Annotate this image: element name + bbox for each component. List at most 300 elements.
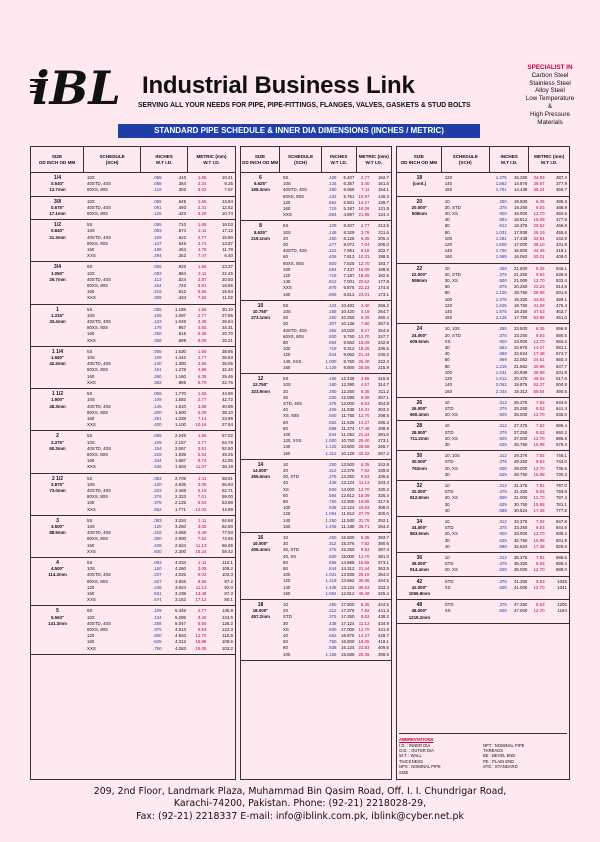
size-cell bbox=[397, 400, 442, 419]
id-mm-cell: 685.8 bbox=[555, 435, 567, 441]
wt-inch-cell: .083 bbox=[153, 517, 162, 523]
wt-mm-cell: 33.32 bbox=[358, 450, 370, 456]
schedule-cell: 140, XXS bbox=[283, 358, 302, 364]
wt-inch-cell: 1.375 bbox=[495, 175, 507, 180]
nominal-size: 1/2 bbox=[54, 222, 61, 229]
schedule-cell: XXS bbox=[87, 337, 96, 343]
id-inch-cell: 3.826 bbox=[175, 578, 187, 584]
wt-inch-cell: .109 bbox=[153, 397, 162, 403]
schedule-cell: 40STD, 40S bbox=[87, 403, 111, 409]
schedule-cell: STD bbox=[283, 614, 292, 620]
schedule-cell: 40STD, 40S bbox=[87, 361, 111, 367]
od-mm: 660.4mm bbox=[409, 412, 429, 418]
size-cell bbox=[397, 602, 442, 621]
od-mm: 219.1mm bbox=[251, 235, 270, 241]
id-mm-cell: 215.9 bbox=[377, 364, 389, 370]
size-group bbox=[241, 301, 391, 374]
id-mm-cell: 1194 bbox=[557, 608, 567, 614]
wt-mm-cell: 14.27 bbox=[533, 345, 545, 351]
id-inch-cell: 16.500 bbox=[513, 248, 528, 254]
wt-mm-cell: 19.05 bbox=[358, 639, 370, 645]
wt-inch-cell: .119 bbox=[153, 187, 162, 193]
wt-mm-cell: 1.65 bbox=[197, 391, 207, 397]
schedule-cell: 40STD, 40S bbox=[87, 620, 111, 626]
id-mm-cell: 230.2 bbox=[377, 352, 389, 358]
size-cell bbox=[31, 349, 84, 386]
schedule-cell: 80XS, 80S bbox=[283, 260, 304, 266]
schedule-cell: 30 bbox=[444, 441, 450, 447]
schedule-cell: 30 bbox=[444, 471, 450, 477]
wt-inch-cell: .938 bbox=[327, 645, 337, 651]
abbreviation: STD : STANDARD bbox=[483, 764, 518, 770]
schedule-cell: STD bbox=[444, 561, 454, 567]
wt-inch-cell: .382 bbox=[153, 379, 162, 385]
id-inch-cell: 18.250 bbox=[513, 309, 528, 315]
wt-mm-cell: 5.54 bbox=[197, 451, 207, 457]
size-group bbox=[397, 600, 569, 624]
wt-mm-cell: 7.92 bbox=[536, 482, 545, 488]
abbreviation: O.D. : OUTER DIA bbox=[399, 747, 434, 753]
wt-inch-cell: .250 bbox=[327, 602, 337, 607]
id-mm-cell: 342.9 bbox=[377, 461, 389, 467]
metric-subheaders bbox=[357, 160, 392, 166]
id-inch-cell: 1.278 bbox=[175, 367, 187, 373]
wt-inch-cell: .625 bbox=[498, 471, 507, 477]
schedule-cell: 60XS, 80S bbox=[283, 333, 304, 339]
od-inch: 10.750" bbox=[252, 309, 269, 315]
wt-mm-cell: 2.77 bbox=[197, 608, 207, 614]
wt-mm-cell: 2.77 bbox=[360, 223, 370, 229]
wt-inch-cell: .750 bbox=[153, 645, 162, 651]
wt-mm-cell: 24.61 bbox=[533, 357, 545, 363]
wt-inch-cell: .322 bbox=[327, 248, 337, 254]
nominal-size: 5 bbox=[56, 608, 59, 615]
wt-mm-cell: 3.96 bbox=[360, 376, 370, 382]
id-inch-cell: 22.624 bbox=[513, 351, 528, 357]
od-inch: 36.000" bbox=[411, 561, 428, 567]
schedule-rows bbox=[442, 400, 569, 419]
schedule-rows bbox=[84, 560, 235, 603]
od-mm: 26.7mm bbox=[49, 276, 66, 282]
id-mm-cell: 531.8 bbox=[555, 369, 567, 375]
wt-mm-cell: 9.53 bbox=[360, 400, 370, 406]
size-cell bbox=[241, 376, 280, 457]
wt-inch-cell: .625 bbox=[498, 441, 507, 447]
id-inch-cell: 25.000 bbox=[513, 412, 528, 418]
od-mm: 406.4mm bbox=[251, 547, 270, 553]
schedule-rows bbox=[442, 579, 569, 598]
id-inch-cell: 12.812 bbox=[341, 590, 355, 596]
od-inch: 0.675" bbox=[50, 204, 65, 210]
id-mm-cell: 82.80 bbox=[221, 523, 233, 529]
metric-header bbox=[188, 147, 235, 172]
schedule-cell: 160 bbox=[283, 523, 291, 529]
schedule-cell: 40STD, 40S bbox=[283, 327, 307, 333]
id-mm-cell: 26.64 bbox=[221, 319, 233, 325]
id-inch-cell: 15.250 bbox=[341, 547, 355, 553]
nominal-size: 24 bbox=[416, 326, 423, 333]
wt-mm-cell: 59.54 bbox=[533, 388, 545, 394]
schedule-cell: 120 bbox=[87, 584, 95, 590]
id-mm-cell: 295.3 bbox=[377, 419, 389, 425]
id-mm-cell: 15.54 bbox=[221, 289, 233, 295]
schedule-cell: 20, STD bbox=[444, 332, 461, 338]
size-group bbox=[31, 474, 235, 516]
wt-mm-cell: 8.74 bbox=[197, 458, 207, 464]
table-row bbox=[84, 597, 235, 603]
wt-mm-cell: 9.53 bbox=[536, 271, 545, 277]
wt-inch-cell: .191 bbox=[153, 367, 162, 373]
id-mm-cell: 13.87 bbox=[221, 240, 233, 246]
schedule-rows bbox=[84, 608, 235, 651]
wt-mm-cell: 1.65 bbox=[197, 175, 207, 180]
wt-mm-cell: 21.95 bbox=[358, 212, 370, 218]
wt-inch-cell: .109 bbox=[153, 355, 162, 361]
id-mm-cell: 174.6 bbox=[377, 285, 389, 291]
footer-address bbox=[60, 786, 540, 823]
id-mm-cell: 22.76 bbox=[221, 379, 233, 385]
id-mm-cell: 330.2 bbox=[377, 486, 389, 492]
wt-inch-cell: .500 bbox=[498, 495, 507, 501]
wt-inch-cell: .562 bbox=[327, 199, 337, 205]
id-mm-cell: 828.6 bbox=[555, 543, 567, 549]
wt-mm-cell: 12.70 bbox=[533, 435, 545, 441]
id-inch-cell: 11.500 bbox=[341, 517, 355, 523]
wt-inch-cell: .625 bbox=[153, 639, 162, 645]
wt-inch-cell: .500 bbox=[498, 584, 507, 590]
schedule-cell: 10S bbox=[87, 614, 95, 620]
wt-mm-cell: 44.45 bbox=[533, 248, 545, 254]
wt-inch-cell: .375 bbox=[327, 474, 337, 480]
od-inch: 8.625" bbox=[253, 229, 268, 235]
wt-inch-cell: .375 bbox=[327, 614, 337, 620]
wt-mm-cell: 17.12 bbox=[195, 597, 207, 603]
id-inch-cell: 27.250 bbox=[513, 429, 528, 435]
size-group bbox=[397, 517, 569, 553]
size-group bbox=[397, 264, 569, 325]
wt-inch-cell: .500 bbox=[327, 553, 337, 559]
wt-mm-cell: 10.97 bbox=[358, 193, 370, 199]
schedule-cell: 20 bbox=[283, 467, 288, 473]
wt-inch-cell: .375 bbox=[327, 400, 337, 406]
wt-inch-cell: .375 bbox=[498, 429, 507, 435]
id-mm-cell: 139.7 bbox=[377, 199, 389, 205]
wt-mm-cell: 2.11 bbox=[198, 270, 207, 276]
id-inch-cell: 2.245 bbox=[175, 433, 187, 439]
id-mm-cell: 52.50 bbox=[221, 445, 233, 451]
size-header-label: SIZE bbox=[413, 154, 424, 159]
od-inch: 26.000" bbox=[411, 405, 428, 411]
wt-inch-cell: .134 bbox=[153, 614, 162, 620]
id-inch-cell: 23.000 bbox=[513, 338, 528, 344]
wt-inch-cell: .312 bbox=[498, 518, 507, 524]
id-mm-cell: 489.1 bbox=[555, 296, 567, 302]
id-inch-cell: 1.503 bbox=[175, 464, 187, 470]
schedule-rows bbox=[442, 483, 569, 514]
wt-mm-cell: 9.53 bbox=[197, 500, 207, 506]
id-inch-cell: 33.000 bbox=[513, 531, 528, 537]
id-mm-cell: 211.6 bbox=[378, 229, 389, 235]
wt-mm-cell: 14.02 bbox=[195, 506, 207, 512]
od-inch: 28.000" bbox=[411, 429, 428, 435]
id-mm-cell: 35.05 bbox=[221, 361, 233, 367]
schedule-header-label: SCHEDULE bbox=[452, 154, 478, 159]
schedule-cell: 80XS, 80S bbox=[87, 283, 109, 289]
id-inch-cell: 28.750 bbox=[513, 471, 528, 477]
id-mm-cell: 311.2 bbox=[378, 388, 389, 394]
wt-inch-cell: 1.281 bbox=[495, 235, 507, 241]
schedule-cell: 20, XS bbox=[444, 465, 458, 471]
id-inch-cell: 1.049 bbox=[175, 319, 187, 325]
wt-mm-cell: 15.24 bbox=[195, 548, 207, 554]
wt-mm-cell: 7.92 bbox=[536, 399, 545, 405]
schedule-rows bbox=[280, 175, 391, 218]
wt-mm-cell: 15.09 bbox=[358, 340, 370, 346]
wt-mm-cell: 5.49 bbox=[197, 530, 207, 536]
specialist-item: Low Temperature bbox=[525, 95, 575, 103]
schedule-cell: STD bbox=[444, 489, 454, 495]
wt-mm-cell: 3.68 bbox=[197, 403, 207, 409]
wt-mm-cell: 38.10 bbox=[533, 242, 545, 248]
wt-mm-cell: 2.77 bbox=[197, 312, 207, 318]
table-row bbox=[84, 253, 235, 259]
id-mm-cell: 431.8 bbox=[555, 242, 567, 248]
id-inch-cell: 10.126 bbox=[341, 450, 355, 456]
size-cell bbox=[31, 264, 84, 301]
size-group bbox=[397, 421, 569, 451]
id-inch-cell: 32.624 bbox=[513, 543, 528, 549]
id-mm-cell: 236.5 bbox=[377, 346, 389, 352]
wt-inch-cell: .140 bbox=[153, 361, 162, 367]
id-mm-cell: 325.4 bbox=[377, 590, 389, 596]
id-inch-cell: 17.938 bbox=[513, 229, 528, 235]
id-mm-cell: 476.4 bbox=[555, 302, 567, 308]
od-mm: 21.3mm bbox=[49, 234, 66, 240]
od-inch: 34.000" bbox=[411, 525, 428, 531]
header bbox=[0, 0, 600, 126]
id-mm-cell: 122.3 bbox=[221, 627, 233, 632]
wt-header: W.T bbox=[203, 159, 212, 165]
size-cell bbox=[31, 608, 84, 651]
id-inch-cell: 12.000 bbox=[341, 400, 355, 406]
size-cell bbox=[397, 266, 442, 322]
wt-mm-cell: 6.35 bbox=[197, 331, 207, 337]
wt-inch-cell: .375 bbox=[498, 489, 507, 495]
id-mm-cell: 266.7 bbox=[377, 444, 389, 450]
id-inch-cell: 12.812 bbox=[341, 492, 355, 498]
wt-mm-cell: 2.11 bbox=[198, 228, 207, 234]
id-mm-cell: 438.2 bbox=[377, 614, 389, 620]
table-row bbox=[280, 292, 391, 298]
schedule-cell: 120 bbox=[283, 199, 291, 205]
wt-inch-cell: .065 bbox=[153, 391, 162, 397]
nominal-size: 1 1/4 bbox=[51, 348, 64, 355]
id-inch-cell: 6.407 bbox=[343, 175, 355, 180]
wt-mm-cell: 21.44 bbox=[358, 352, 370, 358]
schedule-cell: 10S bbox=[87, 566, 95, 572]
schedule-cell: 40 bbox=[444, 507, 450, 513]
wt-mm-cell: 21.44 bbox=[358, 565, 370, 571]
id-mm-cell: 584.2 bbox=[555, 338, 567, 344]
schedule-cell: STD bbox=[444, 602, 454, 608]
wt-inch-cell: .312 bbox=[498, 399, 507, 405]
schedule-cell: 100 bbox=[444, 296, 453, 302]
wt-mm-cell: 34.93 bbox=[533, 296, 545, 302]
wt-inch-cell: .280 bbox=[327, 187, 337, 193]
wt-mm-cell: 9.53 bbox=[536, 204, 545, 210]
schedule-header-sub: (SCH) bbox=[458, 159, 472, 165]
id-mm-cell: 730.3 bbox=[555, 471, 567, 477]
wt-mm-cell: 9.09 bbox=[197, 337, 207, 343]
metric-subheaders bbox=[529, 160, 569, 166]
wt-mm-cell: 9.53 bbox=[360, 474, 370, 480]
schedule-cell: XXS bbox=[87, 506, 96, 512]
id-inch-cell: 13.500 bbox=[341, 461, 355, 467]
wt-inch-cell: .562 bbox=[498, 345, 507, 351]
wt-inch-cell: .147 bbox=[153, 240, 162, 246]
wt-inch-cell: .065 bbox=[153, 198, 162, 204]
schedule-header bbox=[442, 147, 490, 172]
wt-inch-cell: .276 bbox=[153, 494, 162, 500]
id-mm-cell: 38.10 bbox=[221, 409, 233, 415]
id-mm-cell: 115.9 bbox=[222, 633, 233, 639]
schedule-cell: XS bbox=[444, 584, 451, 590]
wt-inch-cell: .065 bbox=[153, 175, 162, 180]
id-inch-cell: 4.897 bbox=[343, 212, 355, 218]
wt-mm-cell: 14.27 bbox=[358, 633, 370, 639]
inches-header-label: INCHES bbox=[500, 154, 518, 159]
wt-mm-cell: 7.82 bbox=[197, 295, 207, 301]
wt-mm-cell: 31.75 bbox=[358, 517, 370, 523]
size-group bbox=[397, 451, 569, 481]
id-inch-cell: 14.688 bbox=[341, 559, 355, 565]
schedule-cell: 30 bbox=[444, 345, 450, 351]
id-inch-cell: 23.250 bbox=[513, 332, 528, 338]
id-mm-cell: 281.0 bbox=[377, 431, 389, 437]
schedule-cell: 60 bbox=[444, 284, 450, 290]
id-mm-cell: 128.2 bbox=[221, 620, 233, 626]
schedule-rows bbox=[442, 555, 569, 574]
wt-mm-cell: 23.01 bbox=[358, 291, 370, 297]
od-inch: 1.315" bbox=[50, 312, 65, 318]
schedule-header-sub: (SCH) bbox=[294, 159, 307, 165]
wt-inch-cell: .065 bbox=[153, 222, 162, 228]
id-inch-cell: 10.250 bbox=[341, 315, 355, 321]
schedule-rows bbox=[84, 349, 235, 386]
wt-inch-cell: .375 bbox=[498, 405, 507, 411]
id-mm-cell: 431.8 bbox=[377, 626, 389, 632]
schedule-cell: 5S bbox=[283, 223, 289, 229]
size-group bbox=[397, 481, 569, 517]
id-inch-cell: 21.500 bbox=[513, 265, 528, 271]
abbreviation: NPT : NOMINAL PIPE THREADS bbox=[483, 742, 525, 753]
id-inch-cell: 5.501 bbox=[343, 199, 355, 205]
schedule-cell: 80XS, 80S bbox=[87, 536, 109, 542]
size-cell bbox=[31, 433, 84, 470]
id-inch-cell: 2.157 bbox=[175, 439, 187, 445]
size-group bbox=[31, 431, 235, 473]
schedule-cell: 40STD, 40S bbox=[283, 248, 307, 254]
wt-inch-cell: .120 bbox=[153, 481, 162, 487]
id-mm-cell: 390.6 bbox=[377, 541, 389, 547]
id-mm-cell: 188.9 bbox=[377, 266, 389, 272]
table-row bbox=[84, 646, 235, 652]
od-inch: 30.000" bbox=[411, 459, 428, 465]
wt-inch-cell: .375 bbox=[498, 561, 507, 567]
id-mm-cell: 134.5 bbox=[221, 614, 233, 620]
id-inch-cell: 6.813 bbox=[343, 291, 355, 297]
wt-inch-cell: 1.969 bbox=[495, 254, 507, 260]
wt-inch-cell: .258 bbox=[153, 620, 162, 626]
wt-mm-cell: 17.48 bbox=[533, 351, 545, 357]
schedule-cell: XXS bbox=[87, 645, 96, 651]
specialist-item: Alloy Steel bbox=[535, 87, 565, 95]
schedule-cell: XS bbox=[283, 626, 289, 632]
wt-inch-cell: .188 bbox=[153, 247, 162, 253]
id-mm-cell: 298.5 bbox=[377, 413, 389, 419]
od-mm: 42.2mm bbox=[49, 361, 66, 367]
nominal-size: 3/4 bbox=[54, 264, 61, 271]
size-cell bbox=[241, 223, 280, 297]
nominal-size: 34 bbox=[416, 518, 423, 525]
id-inch-cell: 16.124 bbox=[341, 645, 355, 651]
size-cell bbox=[397, 519, 442, 550]
id-inch-cell: .622 bbox=[177, 234, 187, 240]
id-inch-cell: 21.250 bbox=[513, 271, 528, 277]
schedule-cell: 160 bbox=[444, 187, 453, 193]
id-mm-cell: 12.52 bbox=[221, 204, 233, 210]
schedule-cell: 100 bbox=[444, 235, 453, 241]
schedule-cell: 40 bbox=[283, 407, 288, 413]
table-row bbox=[442, 585, 569, 591]
wt-mm-cell: 9.53 bbox=[536, 525, 545, 531]
id-mm-cell: 787.4 bbox=[555, 495, 567, 501]
schedule-cell: 30 bbox=[444, 537, 450, 543]
wt-mm-cell: 3.40 bbox=[197, 614, 207, 620]
wt-inch-cell: 1.625 bbox=[495, 302, 507, 308]
schedule-rows bbox=[84, 175, 235, 194]
id-mm-cell: 495.3 bbox=[555, 198, 567, 204]
id-inch-cell: 17.000 bbox=[341, 626, 355, 632]
id-inch-cell: 5.761 bbox=[343, 193, 355, 199]
id-inch-cell: 1.939 bbox=[175, 451, 187, 457]
schedule-cell: 40STD, 40S bbox=[87, 276, 111, 282]
schedule-cell: 40 bbox=[444, 217, 450, 223]
wt-inch-cell: .500 bbox=[327, 486, 337, 492]
wt-mm-cell: 21.44 bbox=[358, 431, 370, 437]
table-row bbox=[442, 254, 569, 260]
schedule-cell: 100 bbox=[444, 369, 453, 375]
wt-inch-cell: .562 bbox=[327, 633, 337, 639]
wt-inch-cell: .083 bbox=[153, 475, 162, 481]
table-row bbox=[442, 508, 569, 514]
wt-mm-cell: 34.93 bbox=[533, 175, 545, 180]
schedule-cell: 60 bbox=[283, 639, 288, 645]
schedule-cell: 30, STD bbox=[283, 474, 300, 480]
od-mm: 13.7mm bbox=[49, 187, 66, 193]
id-mm-cell: 451.0 bbox=[555, 315, 567, 321]
schedule-cell: 20, XS bbox=[444, 567, 458, 573]
schedule-cell: 20, STD bbox=[444, 271, 461, 277]
schedule-cell: 160 bbox=[444, 315, 453, 321]
schedule-cell: 30 bbox=[283, 321, 288, 327]
id-mm-cell: 797.0 bbox=[555, 482, 567, 488]
od-mm: 33.4mm bbox=[49, 319, 66, 325]
id-inch-cell: 15.250 bbox=[513, 175, 528, 180]
schedule-cell: 10 bbox=[444, 482, 450, 488]
id-inch-cell: 11.938 bbox=[341, 407, 355, 413]
wt-mm-cell: 19.05 bbox=[195, 645, 207, 651]
